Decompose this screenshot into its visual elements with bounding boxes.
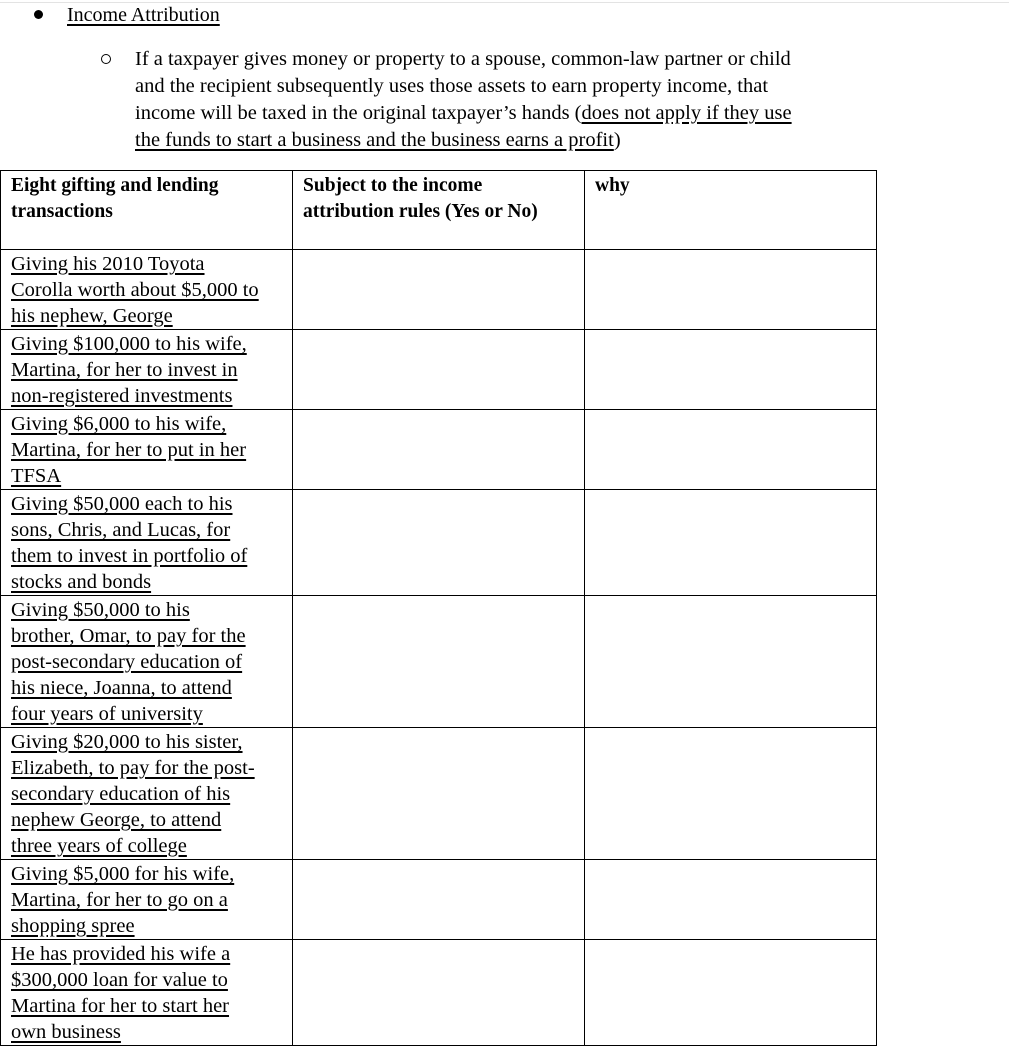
- transaction-text-line: them to invest in portfolio of: [11, 545, 248, 567]
- transaction-text-line: his niece, Joanna, to attend: [11, 677, 232, 699]
- transaction-text-line: his nephew, George: [11, 305, 173, 327]
- paragraph-line: income will be taxed in the original taxpayer’s hands (does not apply if they use: [135, 102, 792, 124]
- answer-cell-why[interactable]: [585, 330, 877, 410]
- paragraph-line: If a taxpayer gives money or property to a spouse, common-law partner or child: [135, 48, 791, 70]
- answer-cell-subject[interactable]: [293, 940, 585, 1046]
- table-row: [1, 596, 877, 728]
- answer-cell-subject[interactable]: [293, 860, 585, 940]
- transaction-text-line: Elizabeth, to pay for the post-: [11, 757, 255, 779]
- explanation-paragraph: [135, 46, 870, 154]
- transaction-text-line: Giving $50,000 each to his: [11, 493, 233, 515]
- transaction-text-line: non-registered investments: [11, 385, 233, 407]
- transaction-text-line: Martina, for her to go on a: [11, 889, 228, 911]
- transaction-description: [1, 728, 293, 860]
- table-row: [1, 490, 877, 596]
- answer-cell-subject[interactable]: [293, 250, 585, 330]
- answer-cell-subject[interactable]: [293, 410, 585, 490]
- transaction-description: [1, 330, 293, 410]
- header-subject-to-rules: Subject to the income attribution rules (Yes or No): [293, 171, 585, 250]
- transaction-text-line: secondary education of his: [11, 783, 231, 805]
- transaction-text-line: Giving his 2010 Toyota: [11, 253, 205, 275]
- paragraph-line: and the recipient subsequently uses those assets to earn property income, that: [135, 75, 769, 97]
- table-row: [1, 728, 877, 860]
- transaction-text-line: three years of college: [11, 835, 187, 857]
- answer-cell-subject[interactable]: [293, 490, 585, 596]
- transaction-text-line: Martina, for her to invest in: [11, 359, 238, 381]
- transaction-text-line: He has provided his wife a: [11, 943, 231, 965]
- transaction-text-line: Martina for her to start her: [11, 995, 230, 1017]
- transaction-text-line: own business: [11, 1021, 121, 1043]
- transaction-description: [1, 940, 293, 1046]
- transaction-text-line: Giving $20,000 to his sister,: [11, 731, 243, 753]
- table-row: [1, 410, 877, 490]
- paragraph-exception-text: does not apply if they use: [581, 102, 792, 124]
- table-header-row: [1, 171, 877, 250]
- paragraph-exception-text: the funds to start a business and the business earns a profit: [135, 129, 614, 151]
- transaction-description: [1, 860, 293, 940]
- table-row: [1, 940, 877, 1046]
- transaction-description: [1, 410, 293, 490]
- section-heading: Income Attribution: [67, 4, 220, 26]
- transaction-text-line: TFSA: [11, 465, 62, 487]
- transaction-text-line: Giving $50,000 to his: [11, 599, 190, 621]
- answer-cell-why[interactable]: [585, 490, 877, 596]
- transaction-description: [1, 596, 293, 728]
- answer-cell-why[interactable]: [585, 596, 877, 728]
- answer-cell-subject[interactable]: [293, 596, 585, 728]
- transaction-description: [1, 490, 293, 596]
- table-row: [1, 860, 877, 940]
- transaction-text-line: nephew George, to attend: [11, 809, 222, 831]
- bullet-hollow-icon: [101, 54, 111, 64]
- transaction-text-line: stocks and bonds: [11, 571, 152, 593]
- answer-cell-why[interactable]: [585, 860, 877, 940]
- transaction-text-line: shopping spree: [11, 915, 135, 937]
- transaction-text-line: Martina, for her to put in her: [11, 439, 247, 461]
- paragraph-line: the funds to start a business and the business earns a profit): [135, 129, 621, 151]
- transaction-text-line: Corolla worth about $5,000 to: [11, 279, 259, 301]
- answer-cell-why[interactable]: [585, 728, 877, 860]
- bullet-filled-icon: [34, 10, 43, 19]
- transaction-text-line: brother, Omar, to pay for the: [11, 625, 246, 647]
- answer-cell-why[interactable]: [585, 940, 877, 1046]
- transaction-text-line: Giving $6,000 to his wife,: [11, 413, 227, 435]
- header-why: why: [585, 171, 877, 250]
- header-transactions: Eight gifting and lending transactions: [1, 171, 293, 250]
- answer-cell-subject[interactable]: [293, 728, 585, 860]
- table-row: [1, 250, 877, 330]
- answer-cell-why[interactable]: [585, 250, 877, 330]
- transaction-text-line: four years of university: [11, 703, 203, 725]
- answer-cell-why[interactable]: [585, 410, 877, 490]
- transaction-text-line: $300,000 loan for value to: [11, 969, 228, 991]
- transaction-text-line: sons, Chris, and Lucas, for: [11, 519, 231, 541]
- table-row: [1, 330, 877, 410]
- answer-cell-subject[interactable]: [293, 330, 585, 410]
- transaction-description: [1, 250, 293, 330]
- transaction-text-line: Giving $100,000 to his wife,: [11, 333, 247, 355]
- transaction-text-line: post-secondary education of: [11, 651, 243, 673]
- transactions-table: [0, 170, 877, 1046]
- transaction-text-line: Giving $5,000 for his wife,: [11, 863, 235, 885]
